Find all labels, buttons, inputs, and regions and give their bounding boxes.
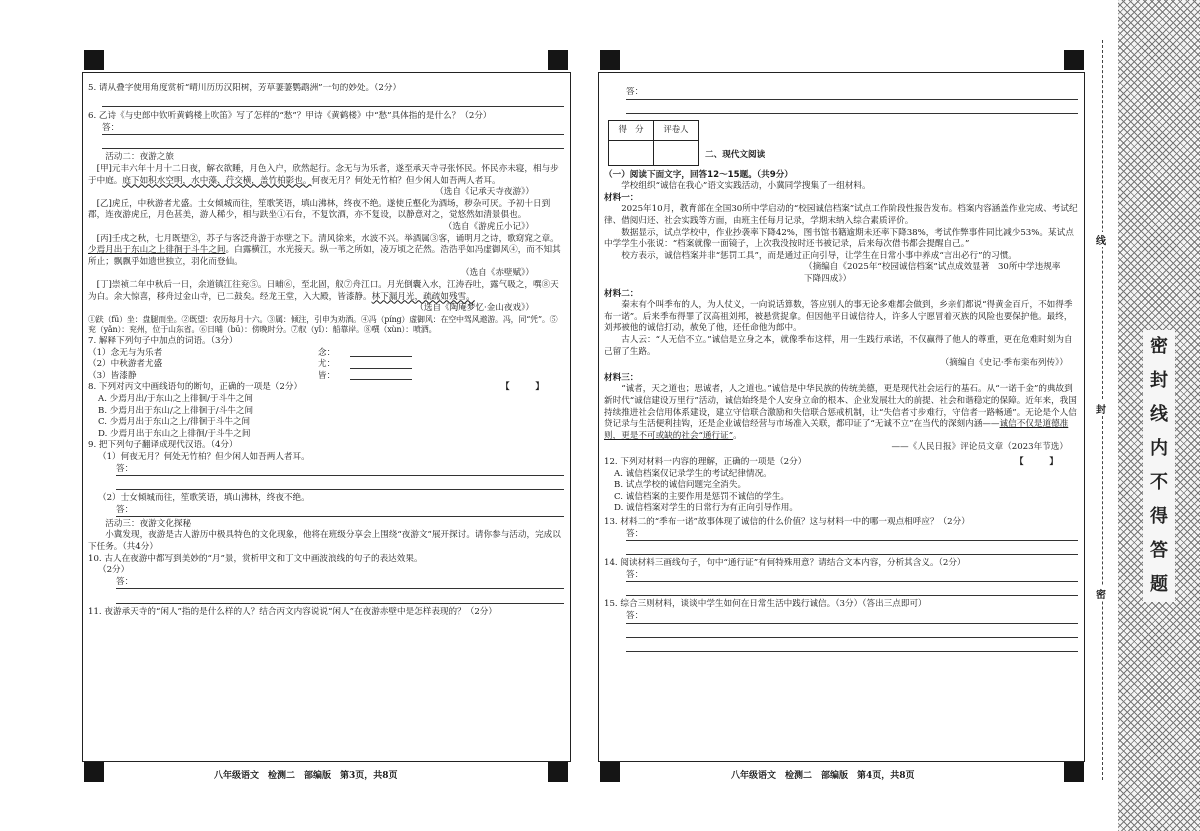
q9-sentence-1: （1）何夜无月？何处无竹柏？但少闲人如吾两人者耳。 [98,451,310,462]
material-1-label: 材料一： [604,192,639,203]
answer-line[interactable] [116,591,564,604]
seal-warning-text: 密 封 线 内 不 得 答 题 [1143,330,1175,602]
question-14: 14. 阅读材料三画线句子，句中“通行证”有何特殊用意？请结合文本内容，分析其含义。（2分） [604,558,966,569]
question-7: 7. 解释下列句子中加点的词语。（3分） [88,335,238,346]
score-table [608,120,699,166]
score-cell[interactable] [609,140,654,165]
answer-line[interactable] [102,137,564,150]
answer-line[interactable] [626,543,1078,556]
reading-intro: 学校组织“诚信在我心”语文实践活动，小冀同学搜集了一组材料。 [621,181,871,192]
source-yi: （选自《游虎丘小记》） [443,222,534,233]
material-1-para-3: 校方表示，诚信档案并非“惩罚工具”，而是通过正向引导，让学生在日常小事中养成“言出必行”的习惯。 [621,250,1017,261]
answer-line[interactable]: 答： [626,570,1078,583]
q7-item-3: （3）皆漆静 皆： [88,371,564,383]
answer-line[interactable] [102,123,564,136]
fill-blank[interactable] [350,379,412,380]
activity-3-heading: 活动三：夜游文化探秘 [105,518,192,529]
registration-mark [84,50,104,70]
page-3-footer: 八年级语文 检测二 部编版 第3页，共8页 [214,771,398,781]
q8-option-b[interactable]: B. 少焉月出于东山/之上徘徊于/斗牛之间 [98,405,254,416]
material-2-para-2: 古人云：“人无信不立。”诚信是立身之本，就像季布这样，用一生践行承诺，不仅赢得了他人的尊重，更在危难时刻为自己留了生路。 [604,335,1073,357]
fill-blank[interactable] [350,356,412,357]
material-2-source: （摘编自《史记·季布栾布列传》） [940,358,1068,369]
answer-line[interactable]: 答： [116,464,564,477]
q7-item-2: （2）中秋游者尤盛 尤： [88,359,564,371]
binding-char-feng: 封 [1096,401,1106,416]
q10-points: （2分） [98,565,130,576]
answer-line[interactable]: 答： [116,577,564,590]
answer-line[interactable] [102,95,564,108]
wavy-line-sentence-ding: 林下漏月光，疏疏如残雪。 [371,291,475,302]
answer-line[interactable]: 答： [626,529,1078,542]
answer-line[interactable] [626,625,1078,638]
registration-mark [600,762,620,782]
answer-label: 答： [102,122,120,133]
q9-sentence-2: （2）士女倾城而往，笙歌笑语，填山沸林，终夜不绝。 [98,493,310,504]
score-header: 得 分 [609,120,654,140]
question-15: 15. 综合三则材料，谈谈中学生如何在日常生活中践行诚信。（3分）（答出三点即可） [604,599,927,610]
answer-line[interactable] [626,639,1078,652]
material-2-para-1: 秦末有个叫季布的人，为人仗义，一向说话算数，答应别人的事无论多难都会做到，乡亲们都说“得黄金百斤，不如得季布一诺”。后来季布得罪了汉高祖刘邦，被悬赏捉拿。但因他平日诚信待人，许多人宁愿冒着灭族的风险也要保护他。最终，刘邦被他的诚信打动，赦免了他，还任命他为郎中。 [604,300,1073,334]
page-4-footer: 八年级语文 检测二 部编版 第4页，共8页 [731,771,915,781]
material-1-source: （摘编自《2025年“校园诚信档案”试点成效显著 30所中学违规率下降四成》） [804,262,1061,285]
q12-option-d[interactable]: D. 诚信档案对学生的日常行为有正向引导作用。 [614,503,798,514]
material-1-para-1: 2025年10月，教育部在全国30所中学启动的“校园诚信档案”试点工作阶段性报告发布。档案内容涵盖作业完成、考试纪律、借阅归还、社会实践等方面，由班主任每月记录，学期末纳入综合素质评价。 [604,204,1078,227]
section-title: 二、现代文阅读 [705,150,766,161]
binding-char-xian: 线 [1096,232,1106,247]
q7-item-1: （1）念无与为乐者 念： [88,348,564,360]
passage-ding: [丁]崇祯二年中秋后一日，余道镇江往兖⑤。日晡⑥，至北固，舣⑦舟江口。月光倒囊入水，江涛吞吐，露气吸之，噀⑧天为白。余大惊喜，移舟过金山寺，已二鼓矣。经龙王堂，入大殿，皆漆静。林下漏月光，疏疏如残雪。 [88,280,559,302]
q8-option-c[interactable]: C. 少焉月出于东山之上/徘徊于斗牛之间 [98,417,251,428]
q12-option-b[interactable]: B. 试点学校的诚信问题完全消失。 [614,480,747,491]
answer-line[interactable] [626,101,1078,114]
registration-mark [548,762,568,782]
registration-mark [548,50,568,70]
answer-bracket[interactable]: 【 】 [1015,456,1058,467]
underlined-sentence-material-3: 诚信不仅是道德准则，更是不可或缺的社会“通行证” [604,419,1069,441]
annotations: ①趺（fū）坐：盘腿而坐。②既望：农历每月十六。③属：倾注，引申为劝酒。④冯（píng）虚御风：在空中驾风遨游。冯，同“凭”。⑤兖（yǎn）：兖州，位于山东省。⑥日晡（bū）：傍晚时分。⑦舣（yǐ）：船靠岸。⑧噀（xùn）：喷洒。 [88,314,558,335]
binding-char-mi: 密 [1096,586,1106,601]
answer-line[interactable]: 答： [116,505,564,518]
source-jia: （选自《记承天寺夜游》） [435,187,534,198]
q8-option-d[interactable]: D. 少焉月出于东山之上徘徊/于斗牛之间 [98,428,251,439]
q12-option-a[interactable]: A. 诚信档案仅记录学生的考试纪律情况。 [614,468,772,479]
answer-line[interactable]: 答： [626,87,1078,100]
question-6: 6. 乙诗《与史郎中钦听黄鹤楼上吹笛》写了怎样的“愁”？甲诗《黄鹤楼》中“愁”具体指的是什么？（2分） [88,111,492,122]
exam-page-3 [82,72,571,762]
registration-mark [600,50,620,70]
question-5: 5. 请从叠字使用角度赏析“晴川历历汉阳树，芳草萋萋鹦鹉洲”一句的妙处。（2分） [88,83,402,93]
source-bing: （选自《赤壁赋》） [460,268,534,279]
registration-mark [84,762,104,782]
reading-intro-title: （一）阅读下面文字，回答12～15题。（共9分） [604,169,793,180]
material-1-para-2: 数据显示，试点学校中，作业抄袭率下降42%，图书馆书籍逾期未还率下降38%，考试作弊事件同比减少53%。某试点中学学生小张说：“档案就像一面镜子，上次我没按时还书被记录，后来每次借书都会提醒自己。” [604,227,1074,250]
grader-cell[interactable] [654,140,699,165]
activity-2-heading: 活动二：夜游之旅 [105,152,174,163]
activity-3-text: 小冀发现，夜游是古人游历中极具特色的文化现象，他将在班级分享会上围绕“夜游文”展开探讨。请你参与活动，完成以下任务。（共4分） [88,530,561,553]
material-3-para: “诚者，天之道也；思诚者，人之道也。”诚信是中华民族的传统美德，更是现代社会运行的基石。从“一诺千金”的典故到新时代“诚信建设万里行”活动，诚信始终是个人安身立命的根本、企业发展壮大的前提、社会和谐稳定的保障。近年来，我国持续推进社会信用体系建设，建立守信联合激励和失信联合惩戒机制，让“失信者寸步难行，守信者一路畅通”。无论是个人信贷记录与生活便利挂钩，还是企业诚信经营与市场准入关联，都印证了“无诚不立”在当代的深刻内涵——诚信不仅是道德准则，更是不可或缺的社会“通行证”。 [604,384,1077,441]
page-3-content [88,83,564,757]
question-12: 12. 下列对材料一内容的理解，正确的一项是（2分） 【 】 [604,457,1078,469]
material-2-label: 材料二： [604,288,639,299]
registration-mark [1064,762,1084,782]
question-10: 10. 古人在夜游中都写到美妙的“月”景，赏析甲文和丁文中画波浪线的句子的表达效果。 [88,553,423,564]
q12-option-c[interactable]: C. 诚信档案的主要作用是惩罚不诚信的学生。 [614,491,790,502]
passage-jia: [甲]元丰六年十月十二日夜，解衣欲睡，月色入户，欣然起行。念无与为乐者，遂至承天寺寻张怀民。怀民亦未寝，相与步于中庭。庭下如积水空明，水中藻、荇交横，盖竹柏影也。何夜无月？何处无竹柏？但少闲人如吾两人者耳。 [88,164,559,186]
question-8: 8. 下列对丙文中画线语句的断句，正确的一项是（2分） 【 】 [88,382,564,394]
passage-yi: [乙]虎丘，中秋游者尤盛。士女倾城而往，笙歌笑语，填山沸林，终夜不绝。遂使丘壑化为酒场，秽杂可厌。予初十日到郡，连夜游虎丘，月色甚美，游人稀少，相与趺坐①石台，不复饮酒，亦不复设，以静意对之，觉悠然如清景俱也。 [88,198,551,221]
underlined-sentence-bing: 少焉月出于东山之上徘徊于斗牛之间 [88,245,226,256]
grader-header: 评卷人 [654,120,699,140]
wavy-line-sentence-jia: 庭下如积水空明，水中藻、荇交横，盖竹柏影也。 [122,175,312,186]
registration-mark [1064,50,1084,70]
passage-bing: [丙]壬戌之秋，七月既望②，苏子与客泛舟游于赤壁之下。清风徐来，水波不兴。举酒属③客，诵明月之诗，歌窈窕之章。少焉月出于东山之上徘徊于斗牛之间。白露横江，水光接天。纵一苇之所如，凌万顷之茫然。浩浩乎如冯虚御风④，而不知其所止；飘飘乎如遗世独立，羽化而登仙。 [88,233,561,267]
question-13: 13. 材料二的“季布一诺”故事体现了诚信的什么价值？这与材料一中的哪一观点相呼应？（2分） [604,516,970,527]
material-3-source: ——《人民日报》评论员文章（2023年节选） [891,442,1068,453]
answer-bracket[interactable]: 【 】 [501,382,544,393]
source-ding: （选自《陶庵梦忆·金山夜戏》） [415,303,534,314]
material-3-label: 材料三： [604,372,639,383]
question-9: 9. 把下列句子翻译成现代汉语。（4分） [88,440,238,451]
question-11: 11. 夜游承天寺的“闲人”指的是什么样的人？结合丙文内容说说“闲人”在夜游赤壁中是怎样表现的？（2分） [88,606,497,617]
answer-line[interactable] [116,478,564,491]
page-4-content [604,87,1078,757]
q8-option-a[interactable]: A. 少焉月出/于东山之上徘徊/于斗牛之间 [98,393,253,404]
answer-line[interactable]: 答： [626,611,1078,624]
fill-blank[interactable] [350,368,412,369]
answer-line[interactable] [626,584,1078,597]
score-box-row [604,120,1078,170]
exam-page-4 [598,72,1085,762]
